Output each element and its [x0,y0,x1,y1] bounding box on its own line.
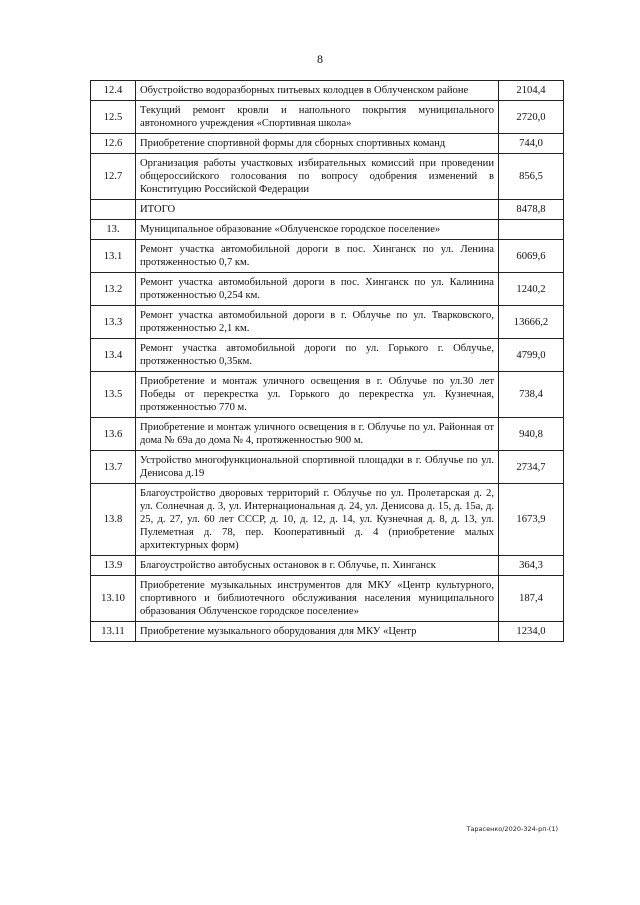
budget-table-body [91,81,564,642]
row-number: 13.4 [91,339,136,372]
row-description: Приобретение и монтаж уличного освещения в г. Облучье по ул.30 лет Победы от перекрестка ул. Горького до перекрестка ул. Кузнечная, протяженностью 770 м. [136,372,499,418]
row-number: 13.3 [91,306,136,339]
row-amount: 744,0 [499,134,564,154]
table-row [91,240,564,273]
row-number: 13.10 [91,576,136,622]
row-number: 13.2 [91,273,136,306]
row-description: Ремонт участка автомобильной дороги в пос. Хинганск по ул. Калинина протяженностью 0,254 км. [136,273,499,306]
row-number: 12.5 [91,101,136,134]
row-amount: 364,3 [499,556,564,576]
row-number: 12.6 [91,134,136,154]
row-description: Благоустройство автобусных остановок в г. Облучье, п. Хинганск [136,556,499,576]
table-row [91,154,564,200]
table-row [91,484,564,556]
row-amount: 4799,0 [499,339,564,372]
row-number: 13.9 [91,556,136,576]
row-number: 13.7 [91,451,136,484]
row-amount: 1240,2 [499,273,564,306]
row-amount: 940,8 [499,418,564,451]
row-description: Ремонт участка автомобильной дороги в г. Облучье по ул. Тварковского, протяженностью 2,1 км. [136,306,499,339]
budget-table [90,80,564,642]
row-amount: 8478,8 [499,200,564,220]
table-row [91,134,564,154]
row-number: 13.5 [91,372,136,418]
document-code: Тарасенко/2020-324-рп-(1) [466,825,558,833]
row-description: Приобретение спортивной формы для сборных спортивных команд [136,134,499,154]
row-amount [499,220,564,240]
row-amount: 2104,4 [499,81,564,101]
table-row [91,451,564,484]
row-number: 13.8 [91,484,136,556]
table-row [91,576,564,622]
row-number [91,200,136,220]
page-number: 8 [317,52,323,66]
row-number: 13.11 [91,622,136,642]
row-description: Благоустройство дворовых территорий г. Облучье по ул. Пролетарская д. 2, ул. Солнечная д. 3, ул. Интернациональная д. 24, ул. Денисова д. 15, д. 15а, д. 25, д. 27, ул. 60 лет СССР, д. 10, д. 12, д. 14, ул. Кузнечная д. 8, д. 13, ул. Пулеметная д. 78, пер. Кооперативный д. 4 (приобретение малых архитектурных форм) [136,484,499,556]
row-number: 13.6 [91,418,136,451]
row-description: Ремонт участка автомобильной дороги в пос. Хинганск по ул. Ленина протяженностью 0,7 км. [136,240,499,273]
section-header-row [91,220,564,240]
row-description: Муниципальное образование «Облученское городское поселение» [136,220,499,240]
row-number: 12.7 [91,154,136,200]
row-description: ИТОГО [136,200,499,220]
table-row [91,372,564,418]
row-amount: 2734,7 [499,451,564,484]
table-row [91,273,564,306]
row-amount: 13666,2 [499,306,564,339]
row-number: 13. [91,220,136,240]
row-number: 13.1 [91,240,136,273]
table-row [91,200,564,220]
table-row [91,556,564,576]
row-amount: 187,4 [499,576,564,622]
row-number: 12.4 [91,81,136,101]
row-description: Приобретение музыкального оборудования для МКУ «Центр [136,622,499,642]
row-amount: 6069,6 [499,240,564,273]
row-amount: 1673,9 [499,484,564,556]
table-row [91,101,564,134]
row-description: Текущий ремонт кровли и напольного покрытия муниципального автономного учреждения «Спортивная школа» [136,101,499,134]
row-description: Приобретение и монтаж уличного освещения в г. Облучье по ул. Районная от дома № 69а до дома № 4, протяженностью 900 м. [136,418,499,451]
row-description: Приобретение музыкальных инструментов для МКУ «Центр культурного, спортивного и библиотечного обслуживания населения муниципального образования Облученское городское поселение» [136,576,499,622]
row-description: Устройство многофункциональной спортивной площадки в г. Облучье по ул. Денисова д.19 [136,451,499,484]
table-row [91,339,564,372]
table-row [91,418,564,451]
row-amount: 2720,0 [499,101,564,134]
row-description: Обустройство водоразборных питьевых колодцев в Облученском районе [136,81,499,101]
table-row [91,306,564,339]
row-amount: 1234,0 [499,622,564,642]
row-amount: 738,4 [499,372,564,418]
row-description: Ремонт участка автомобильной дороги по ул. Горького г. Облучье, протяженностью 0,35км. [136,339,499,372]
row-amount: 856,5 [499,154,564,200]
table-row [91,622,564,642]
table-row [91,81,564,101]
row-description: Организация работы участковых избирательных комиссий при проведении общероссийского голосования по вопросу одобрения изменений в Конституцию Российской Федерации [136,154,499,200]
